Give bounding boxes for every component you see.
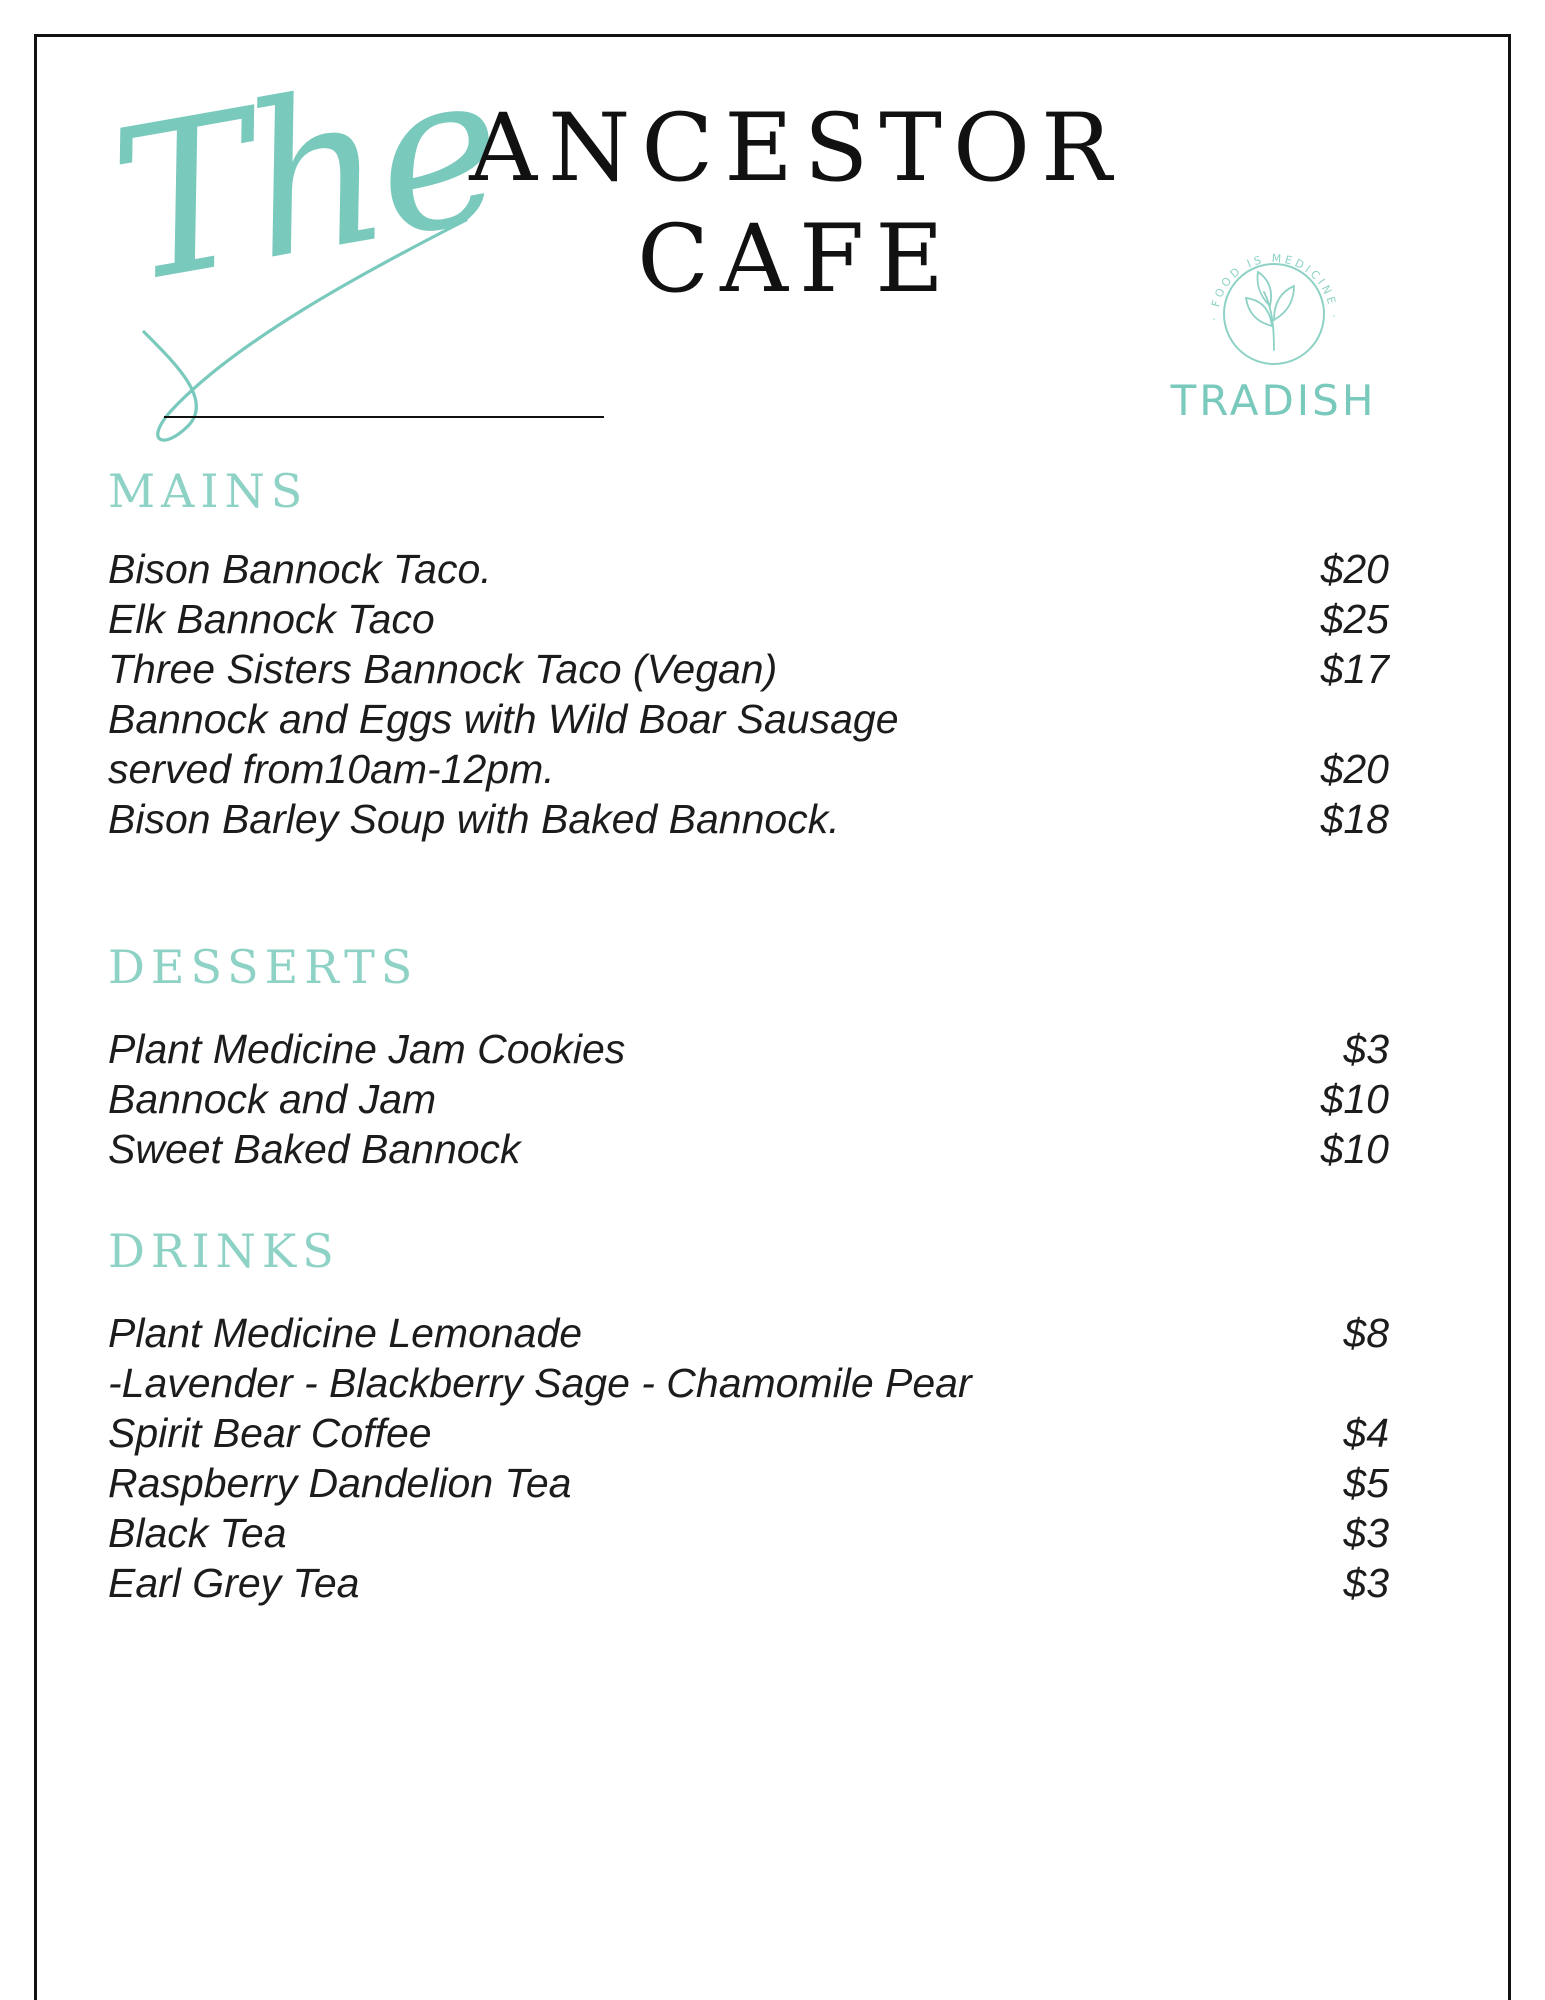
section-title-drinks: DRINKS <box>108 1224 340 1279</box>
item-price: $20 <box>1320 746 1389 793</box>
list-item <box>96 1358 1449 1408</box>
list-item <box>96 594 1449 644</box>
list-item <box>96 1558 1449 1608</box>
item-price: $10 <box>1320 1076 1389 1123</box>
list-item <box>96 794 1449 844</box>
brand-line-2: CAFE <box>637 204 955 314</box>
item-name: Spirit Bear Coffee <box>108 1410 432 1457</box>
item-name: Bannock and Jam <box>108 1076 437 1123</box>
item-name: Elk Bannock Taco <box>108 596 435 643</box>
item-price: $5 <box>1343 1460 1389 1507</box>
menu-sections <box>96 464 1449 1618</box>
item-price: $8 <box>1343 1310 1389 1357</box>
list-item <box>96 1074 1449 1124</box>
item-price: $25 <box>1320 596 1389 643</box>
item-price: $20 <box>1320 546 1389 592</box>
plant-circle-icon <box>1194 234 1354 374</box>
section-drinks <box>96 1224 1449 1608</box>
item-name: served from10am-12pm. <box>108 746 555 793</box>
item-name: Bannock and Eggs with Wild Boar Sausage <box>108 696 899 743</box>
brand-line-1: ANCESTOR <box>469 94 1123 203</box>
item-price: $17 <box>1320 646 1389 693</box>
list-item <box>96 1024 1449 1074</box>
header-rule <box>164 416 604 418</box>
item-name: Plant Medicine Jam Cookies <box>108 1026 626 1073</box>
item-price: $4 <box>1343 1410 1389 1457</box>
menu-header <box>96 23 1449 454</box>
list-item <box>96 544 1449 594</box>
item-price: $10 <box>1320 1126 1389 1173</box>
section-title-desserts: DESSERTS <box>108 940 419 995</box>
logo-wordmark: TRADISH <box>1170 376 1377 425</box>
item-name: Plant Medicine Lemonade <box>108 1310 583 1357</box>
item-name: Bison Bannock Taco. <box>108 546 492 592</box>
item-name: Three Sisters Bannock Taco (Vegan) <box>108 646 778 693</box>
item-name: Sweet Baked Bannock <box>108 1126 521 1173</box>
list-item <box>96 1408 1449 1458</box>
desserts-item-list <box>96 1024 1449 1174</box>
list-item <box>96 1508 1449 1558</box>
list-item <box>96 644 1449 694</box>
item-price: $3 <box>1343 1510 1389 1557</box>
list-item <box>96 1458 1449 1508</box>
section-spacer <box>96 1184 1449 1224</box>
brand-name <box>426 94 1166 321</box>
menu-content <box>36 23 1509 1966</box>
list-item <box>96 744 1449 794</box>
item-name: Earl Grey Tea <box>108 1560 360 1607</box>
item-name: Black Tea <box>108 1510 287 1557</box>
script-the-text: The <box>96 23 515 331</box>
item-price: $18 <box>1320 796 1389 843</box>
section-mains <box>96 464 1449 844</box>
logo-mark <box>1194 234 1354 374</box>
item-name: Raspberry Dandelion Tea <box>108 1460 572 1507</box>
list-item <box>96 694 1449 744</box>
section-title-mains: MAINS <box>108 464 309 518</box>
tradish-logo <box>1166 234 1381 425</box>
item-name: -Lavender - Blackberry Sage - Chamomile Pear <box>108 1360 972 1407</box>
section-desserts <box>96 940 1449 1174</box>
list-item <box>96 1124 1449 1174</box>
item-price: $3 <box>1343 1026 1389 1073</box>
section-spacer <box>96 844 1449 940</box>
list-item <box>96 1308 1449 1358</box>
item-price: $3 <box>1343 1560 1389 1607</box>
svg-text:· FOOD IS MEDICINE ·: · FOOD IS MEDICINE · <box>1207 251 1340 322</box>
mains-item-list <box>96 544 1449 844</box>
drinks-item-list <box>96 1308 1449 1608</box>
item-name: Bison Barley Soup with Baked Bannock. <box>108 796 840 843</box>
